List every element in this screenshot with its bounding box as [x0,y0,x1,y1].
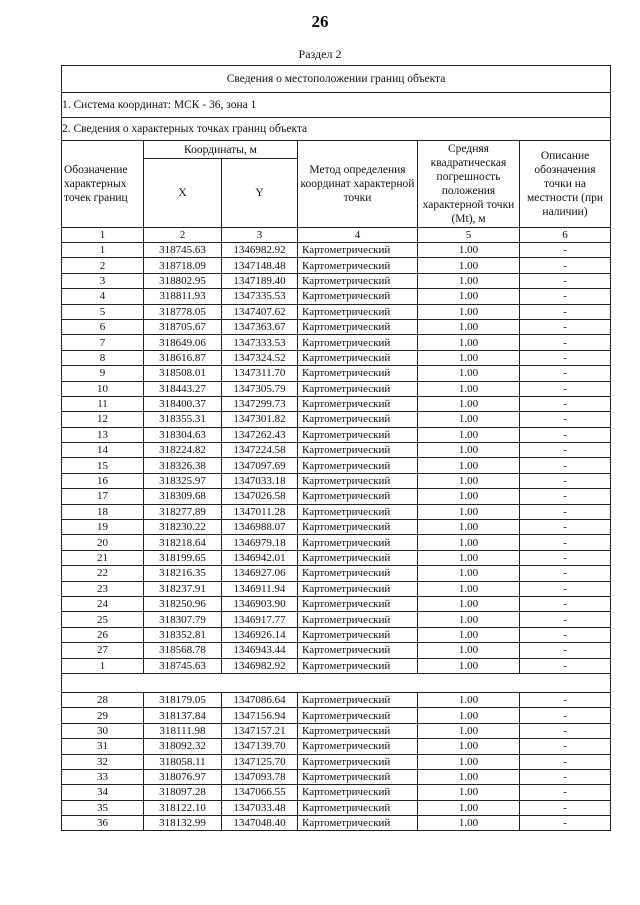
coord-y-cell: 1347097.69 [222,458,298,473]
error-cell: 1.00 [418,350,520,365]
coord-x-cell: 318745.63 [144,658,222,673]
method-cell: Картометрический [298,769,418,784]
description-cell: - [520,769,611,784]
method-cell: Картометрический [298,366,418,381]
error-cell: 1.00 [418,258,520,273]
header-designation: Обозначение характерных точек границ [62,141,144,228]
method-cell: Картометрический [298,692,418,707]
point-designation-cell: 5 [62,304,144,319]
error-cell: 1.00 [418,754,520,769]
coord-x-cell: 318325.97 [144,473,222,488]
error-cell: 1.00 [418,643,520,658]
point-designation-cell: 21 [62,550,144,565]
column-number: 3 [222,228,298,243]
description-cell: - [520,243,611,258]
description-cell: - [520,319,611,334]
description-cell: - [520,427,611,442]
point-designation-cell: 20 [62,535,144,550]
table-row [62,335,611,350]
table-title: Сведения о местоположении границ объекта [62,66,611,93]
error-cell: 1.00 [418,723,520,738]
description-cell: - [520,489,611,504]
description-cell: - [520,550,611,565]
method-cell: Картометрический [298,289,418,304]
table-row [62,427,611,442]
separator-row [62,673,611,692]
description-cell: - [520,366,611,381]
coord-y-cell: 1347301.82 [222,412,298,427]
point-designation-cell: 16 [62,473,144,488]
error-cell: 1.00 [418,627,520,642]
description-cell: - [520,273,611,288]
column-number: 1 [62,228,144,243]
point-designation-cell: 29 [62,708,144,723]
coord-y-cell: 1347224.58 [222,443,298,458]
error-cell: 1.00 [418,243,520,258]
coord-y-cell: 1347125.70 [222,754,298,769]
error-cell: 1.00 [418,473,520,488]
error-cell: 1.00 [418,550,520,565]
section-label: Раздел 2 [298,47,342,61]
description-cell: - [520,612,611,627]
coord-x-cell: 318058.11 [144,754,222,769]
point-designation-cell: 8 [62,350,144,365]
point-designation-cell: 12 [62,412,144,427]
points-group-2 [62,692,611,831]
coord-y-cell: 1346979.18 [222,535,298,550]
method-cell: Картометрический [298,800,418,815]
description-cell: - [520,643,611,658]
error-cell: 1.00 [418,396,520,411]
description-cell: - [520,381,611,396]
coord-y-cell: 1346943.44 [222,643,298,658]
error-cell: 1.00 [418,443,520,458]
method-cell: Картометрический [298,396,418,411]
coord-y-cell: 1346926.14 [222,627,298,642]
error-cell: 1.00 [418,458,520,473]
point-designation-cell: 9 [62,366,144,381]
coord-y-cell: 1346917.77 [222,612,298,627]
coord-x-cell: 318616.87 [144,350,222,365]
description-cell: - [520,350,611,365]
description-cell: - [520,785,611,800]
coord-x-cell: 318705.67 [144,319,222,334]
description-cell: - [520,520,611,535]
point-designation-cell: 11 [62,396,144,411]
point-designation-cell: 30 [62,723,144,738]
point-designation-cell: 10 [62,381,144,396]
description-cell: - [520,335,611,350]
error-cell: 1.00 [418,739,520,754]
header-method: Метод определения координат характерной точки [298,141,418,228]
method-cell: Картометрический [298,412,418,427]
error-cell: 1.00 [418,520,520,535]
coord-y-cell: 1347148.48 [222,258,298,273]
description-cell: - [520,596,611,611]
table-row [62,800,611,815]
coord-y-cell: 1347157.21 [222,723,298,738]
table-row [62,412,611,427]
error-cell: 1.00 [418,427,520,442]
method-cell: Картометрический [298,304,418,319]
error-cell: 1.00 [418,708,520,723]
error-cell: 1.00 [418,535,520,550]
coord-x-cell: 318778.05 [144,304,222,319]
column-number: 4 [298,228,418,243]
header-coords: Координаты, м [144,141,298,159]
coord-x-cell: 318326.38 [144,458,222,473]
description-cell: - [520,816,611,831]
point-designation-cell: 1 [62,243,144,258]
table-row [62,692,611,707]
error-cell: 1.00 [418,289,520,304]
table-row [62,366,611,381]
method-cell: Картометрический [298,319,418,334]
coord-y-cell: 1347333.53 [222,335,298,350]
point-designation-cell: 19 [62,520,144,535]
coord-x-cell: 318218.64 [144,535,222,550]
method-cell: Картометрический [298,550,418,565]
method-cell: Картометрический [298,443,418,458]
point-designation-cell: 3 [62,273,144,288]
error-cell: 1.00 [418,366,520,381]
table-row [62,458,611,473]
method-cell: Картометрический [298,658,418,673]
error-cell: 1.00 [418,769,520,784]
table-row [62,443,611,458]
coord-y-cell: 1347139.70 [222,739,298,754]
points-group-1 [62,243,611,674]
method-cell: Картометрический [298,723,418,738]
coord-y-cell: 1347305.79 [222,381,298,396]
point-designation-cell: 14 [62,443,144,458]
table-row [62,816,611,831]
method-cell: Картометрический [298,612,418,627]
description-cell: - [520,535,611,550]
error-cell: 1.00 [418,335,520,350]
table-row [62,754,611,769]
method-cell: Картометрический [298,520,418,535]
coord-x-cell: 318224.82 [144,443,222,458]
error-cell: 1.00 [418,504,520,519]
coord-x-cell: 318568.78 [144,643,222,658]
table-row [62,739,611,754]
coord-y-cell: 1346927.06 [222,566,298,581]
method-cell: Картометрический [298,643,418,658]
coord-y-cell: 1347066.55 [222,785,298,800]
coord-x-cell: 318811.93 [144,289,222,304]
description-cell: - [520,800,611,815]
point-designation-cell: 4 [62,289,144,304]
error-cell: 1.00 [418,658,520,673]
table-row [62,612,611,627]
table-row [62,596,611,611]
coord-x-cell: 318304.63 [144,427,222,442]
description-cell: - [520,473,611,488]
point-designation-cell: 26 [62,627,144,642]
header-y: Y [222,159,298,228]
error-cell: 1.00 [418,566,520,581]
method-cell: Картометрический [298,816,418,831]
point-designation-cell: 31 [62,739,144,754]
table-row [62,289,611,304]
coord-y-cell: 1347026.58 [222,489,298,504]
method-cell: Картометрический [298,243,418,258]
error-cell: 1.00 [418,381,520,396]
coord-x-cell: 318277.89 [144,504,222,519]
coord-x-cell: 318443.27 [144,381,222,396]
table-row [62,396,611,411]
method-cell: Картометрический [298,708,418,723]
point-designation-cell: 33 [62,769,144,784]
error-cell: 1.00 [418,273,520,288]
table-row [62,273,611,288]
table-row [62,243,611,258]
table-row [62,643,611,658]
coord-x-cell: 318076.97 [144,769,222,784]
coord-system-row [62,93,611,118]
coord-x-cell: 318122.10 [144,800,222,815]
coord-x-cell: 318508.01 [144,366,222,381]
page-number: 26 [311,12,329,31]
column-header-row [62,141,611,159]
method-cell: Картометрический [298,581,418,596]
point-designation-cell: 35 [62,800,144,815]
separator-cell [62,673,611,692]
column-number: 2 [144,228,222,243]
point-designation-cell: 15 [62,458,144,473]
description-cell: - [520,289,611,304]
error-cell: 1.00 [418,412,520,427]
coord-y-cell: 1347335.53 [222,289,298,304]
method-cell: Картометрический [298,458,418,473]
header-description: Описание обозначения точки на местности (при наличии) [520,141,611,228]
description-cell: - [520,566,611,581]
error-cell: 1.00 [418,816,520,831]
table-row [62,520,611,535]
point-designation-cell: 24 [62,596,144,611]
error-cell: 1.00 [418,692,520,707]
coord-y-cell: 1347324.52 [222,350,298,365]
coord-x-cell: 318400.37 [144,396,222,411]
coord-y-cell: 1346942.01 [222,550,298,565]
table-row [62,566,611,581]
coord-x-cell: 318802.95 [144,273,222,288]
method-cell: Картометрический [298,473,418,488]
coord-x-cell: 318307.79 [144,612,222,627]
method-cell: Картометрический [298,504,418,519]
error-cell: 1.00 [418,596,520,611]
coord-x-cell: 318216.35 [144,566,222,581]
coord-y-cell: 1347033.18 [222,473,298,488]
point-designation-cell: 25 [62,612,144,627]
error-cell: 1.00 [418,319,520,334]
coord-y-cell: 1346903.90 [222,596,298,611]
header-x: X [144,159,222,228]
method-cell: Картометрический [298,427,418,442]
point-designation-cell: 28 [62,692,144,707]
method-cell: Картометрический [298,335,418,350]
point-designation-cell: 32 [62,754,144,769]
method-cell: Картометрический [298,350,418,365]
coord-y-cell: 1347311.70 [222,366,298,381]
method-cell: Картометрический [298,535,418,550]
coord-system: 1. Система координат: МСК - 36, зона 1 [62,93,611,118]
table-row [62,708,611,723]
table-row [62,473,611,488]
error-cell: 1.00 [418,489,520,504]
coord-y-cell: 1347011.28 [222,504,298,519]
table-row [62,550,611,565]
error-cell: 1.00 [418,612,520,627]
coord-y-cell: 1347262.43 [222,427,298,442]
coord-y-cell: 1347156.94 [222,708,298,723]
coord-y-cell: 1347189.40 [222,273,298,288]
coord-x-cell: 318179.05 [144,692,222,707]
coord-x-cell: 318649.06 [144,335,222,350]
coord-x-cell: 318355.31 [144,412,222,427]
coord-x-cell: 318137.84 [144,708,222,723]
error-cell: 1.00 [418,304,520,319]
points-title-row [62,118,611,141]
coord-y-cell: 1347363.67 [222,319,298,334]
point-designation-cell: 27 [62,643,144,658]
table-row [62,785,611,800]
method-cell: Картометрический [298,739,418,754]
coord-y-cell: 1346982.92 [222,658,298,673]
column-number-row [62,228,611,243]
method-cell: Картометрический [298,258,418,273]
description-cell: - [520,627,611,642]
coord-y-cell: 1347033.48 [222,800,298,815]
description-cell: - [520,581,611,596]
description-cell: - [520,692,611,707]
description-cell: - [520,708,611,723]
column-number: 5 [418,228,520,243]
method-cell: Картометрический [298,785,418,800]
method-cell: Картометрический [298,566,418,581]
point-designation-cell: 7 [62,335,144,350]
description-cell: - [520,658,611,673]
coord-y-cell: 1347407.62 [222,304,298,319]
description-cell: - [520,396,611,411]
coord-x-cell: 318237.91 [144,581,222,596]
coord-x-cell: 318718.09 [144,258,222,273]
description-cell: - [520,739,611,754]
table-row [62,769,611,784]
point-designation-cell: 2 [62,258,144,273]
coord-x-cell: 318111.98 [144,723,222,738]
coord-y-cell: 1346988.07 [222,520,298,535]
table-header [62,66,611,243]
error-cell: 1.00 [418,581,520,596]
method-cell: Картометрический [298,489,418,504]
coord-y-cell: 1347048.40 [222,816,298,831]
coord-y-cell: 1346982.92 [222,243,298,258]
method-cell: Картометрический [298,754,418,769]
coord-x-cell: 318199.65 [144,550,222,565]
description-cell: - [520,443,611,458]
coord-x-cell: 318092.32 [144,739,222,754]
table-row [62,658,611,673]
table-row [62,258,611,273]
table-row [62,319,611,334]
coord-x-cell: 318745.63 [144,243,222,258]
point-designation-cell: 17 [62,489,144,504]
table-row [62,723,611,738]
description-cell: - [520,504,611,519]
point-designation-cell: 1 [62,658,144,673]
point-designation-cell: 36 [62,816,144,831]
table-row [62,535,611,550]
description-cell: - [520,723,611,738]
description-cell: - [520,412,611,427]
coord-y-cell: 1346911.94 [222,581,298,596]
coord-x-cell: 318250.96 [144,596,222,611]
table-row [62,489,611,504]
point-designation-cell: 6 [62,319,144,334]
method-cell: Картометрический [298,273,418,288]
description-cell: - [520,754,611,769]
table-row [62,304,611,319]
table-row [62,627,611,642]
table-row [62,581,611,596]
point-designation-cell: 34 [62,785,144,800]
method-cell: Картометрический [298,381,418,396]
point-designation-cell: 13 [62,427,144,442]
point-designation-cell: 18 [62,504,144,519]
description-cell: - [520,458,611,473]
table-title-row [62,66,611,93]
point-designation-cell: 22 [62,566,144,581]
points-title: 2. Сведения о характерных точках границ объекта [62,118,611,141]
coord-y-cell: 1347086.64 [222,692,298,707]
point-designation-cell: 23 [62,581,144,596]
group-separator [62,673,611,692]
table-row [62,381,611,396]
description-cell: - [520,258,611,273]
coord-x-cell: 318230.22 [144,520,222,535]
coord-x-cell: 318309.68 [144,489,222,504]
method-cell: Картометрический [298,627,418,642]
description-cell: - [520,304,611,319]
boundary-points-table [61,65,611,831]
table-row [62,350,611,365]
coord-y-cell: 1347299.73 [222,396,298,411]
error-cell: 1.00 [418,785,520,800]
header-error: Средняя квадратическая погрешность положения характерной точки (Mt), м [418,141,520,228]
coord-x-cell: 318352.81 [144,627,222,642]
coord-x-cell: 318097.28 [144,785,222,800]
method-cell: Картометрический [298,596,418,611]
coord-x-cell: 318132.99 [144,816,222,831]
coord-y-cell: 1347093.78 [222,769,298,784]
column-number: 6 [520,228,611,243]
error-cell: 1.00 [418,800,520,815]
table-row [62,504,611,519]
